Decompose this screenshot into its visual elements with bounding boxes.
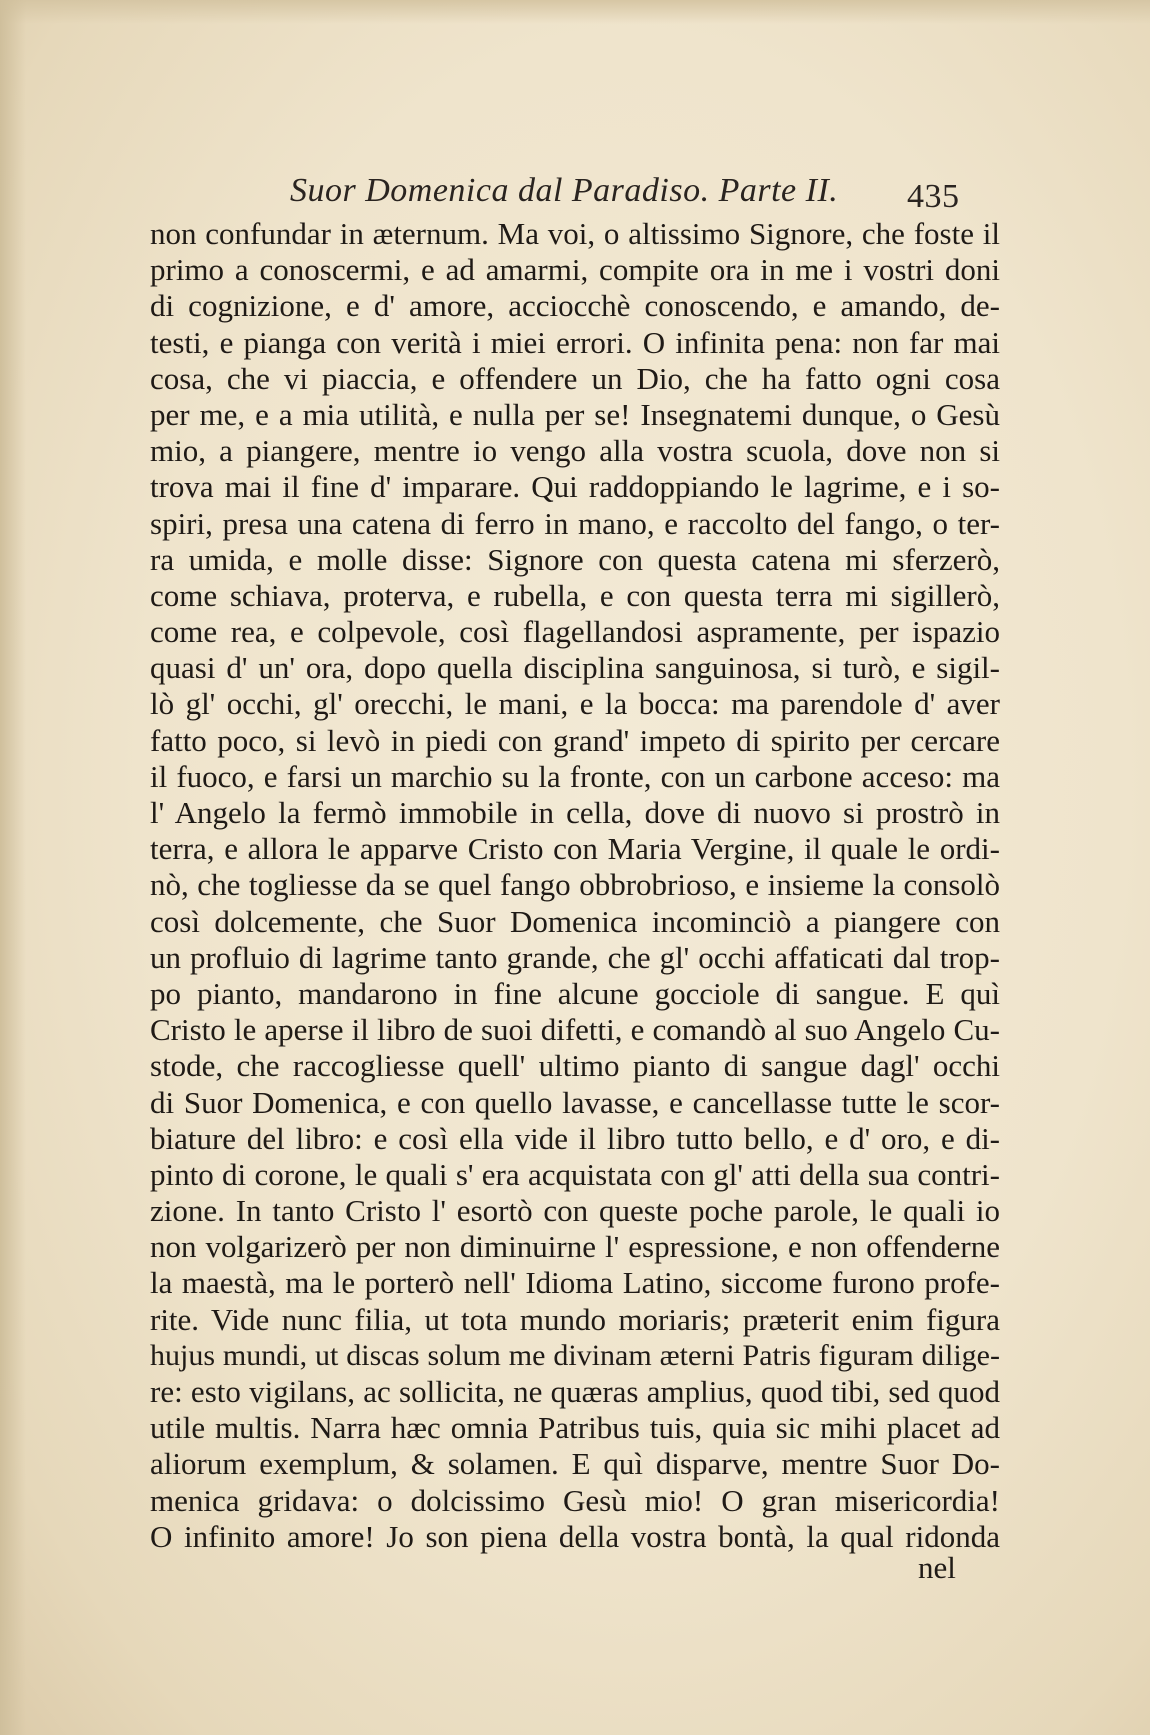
catchword: nel (918, 1550, 956, 1585)
text-line: testi, e pianga con verità i miei errori. O infinita pena: non far mai (150, 324, 1000, 360)
text-line: di Suor Domenica, e con quello lavasse, e cancellasse tutte le scor- (150, 1084, 1000, 1120)
text-line: nò, che togliesse da se quel fango obbrobrioso, e insieme la consolò (150, 867, 1000, 903)
text-line: non confundar in æternum. Ma voi, o altissimo Signore, che foste il (150, 216, 1000, 251)
text-line: come schiava, proterva, e rubella, e con questa terra mi sigillerò, (150, 577, 1000, 613)
text-line: stode, che raccogliesse quell' ultimo pianto di sangue dagl' occhi (150, 1048, 1000, 1084)
running-head-title: Suor Domenica dal Paradiso. Parte II. (290, 172, 839, 209)
text-line: per me, e a mia utilità, e nulla per se! Insegnatemi dunque, o Gesù (150, 396, 1000, 432)
text-line: quasi d' un' ora, dopo quella disciplina sanguinosa, si turò, e sigil- (150, 650, 1000, 686)
text-line: pinto di corone, le quali s' era acquistata con gl' atti della sua contri- (150, 1156, 1000, 1192)
text-line: menica gridava: o dolcissimo Gesù mio! O gran misericordia! (150, 1482, 1000, 1518)
text-line: biature del libro: e così ella vide il libro tutto bello, e d' oro, e di- (150, 1120, 1000, 1156)
text-line: di cognizione, e d' amore, acciocchè conoscendo, e amando, de- (150, 288, 1000, 324)
text-line: po pianto, mandarono in fine alcune gocciole di sangue. E quì (150, 975, 1000, 1011)
page-edge-shadow-top (0, 0, 1150, 24)
text-line: aliorum exemplum, & solamen. E quì disparve, mentre Suor Do- (150, 1446, 1000, 1482)
page-number: 435 (907, 178, 960, 215)
text-line: fatto poco, si levò in piedi con grand' impeto di spirito per cercare (150, 722, 1000, 758)
text-line: mio, a piangere, mentre io vengo alla vostra scuola, dove non si (150, 433, 1000, 469)
text-line: trova mai il fine d' imparare. Qui raddoppiando le lagrime, e i so- (150, 469, 1000, 505)
text-line: Cristo le aperse il libro de suoi difetti, e comandò al suo Angelo Cu- (150, 1012, 1000, 1048)
body-text (150, 216, 1000, 1555)
text-line: la maestà, ma le porterò nell' Idioma Latino, siccome furono profe- (150, 1265, 1000, 1301)
text-line: utile multis. Narra hæc omnia Patribus tuis, quia sic mihi placet ad (150, 1410, 1000, 1446)
text-line: spiri, presa una catena di ferro in mano, e raccolto del fango, o ter- (150, 505, 1000, 541)
text-line: re: esto vigilans, ac sollicita, ne quæras amplius, quod tibi, sed quod (150, 1374, 1000, 1409)
text-line: come rea, e colpevole, così flagellandosi aspramente, per ispazio (150, 614, 1000, 650)
text-line: così dolcemente, che Suor Domenica incominciò a piangere con (150, 903, 1000, 939)
text-line: O infinito amore! Jo son piena della vostra bontà, la qual ridonda (150, 1518, 1000, 1554)
text-line: primo a conoscermi, e ad amarmi, compite ora in me i vostri doni (150, 252, 1000, 288)
page-edge-shadow-left (0, 0, 26, 1735)
text-line: cosa, che vi piaccia, e offendere un Dio, che ha fatto ogni cosa (150, 360, 1000, 396)
text-line: lò gl' occhi, gl' orecchi, le mani, e la bocca: ma parendole d' aver (150, 686, 1000, 722)
text-line: ra umida, e molle disse: Signore con questa catena mi sferzerò, (150, 541, 1000, 577)
text-line: l' Angelo la fermò immobile in cella, dove di nuovo si prostrò in (150, 795, 1000, 830)
text-line: terra, e allora le apparve Cristo con Maria Vergine, il quale le ordi- (150, 831, 1000, 867)
text-line: il fuoco, e farsi un marchio su la fronte, con un carbone acceso: ma (150, 758, 1000, 794)
text-line: hujus mundi, ut discas solum me divinam æterni Patris figuram dilige- (150, 1338, 1000, 1372)
text-line: non volgarizerò per non diminuirne l' espressione, e non offenderne (150, 1229, 1000, 1265)
text-line: rite. Vide nunc filia, ut tota mundo moriaris; præterit enim figura (150, 1301, 1000, 1337)
text-line: un profluio di lagrime tanto grande, che gl' occhi affaticati dal trop- (150, 939, 1000, 975)
text-line: zione. In tanto Cristo l' esortò con queste poche parole, le quali io (150, 1193, 1000, 1229)
